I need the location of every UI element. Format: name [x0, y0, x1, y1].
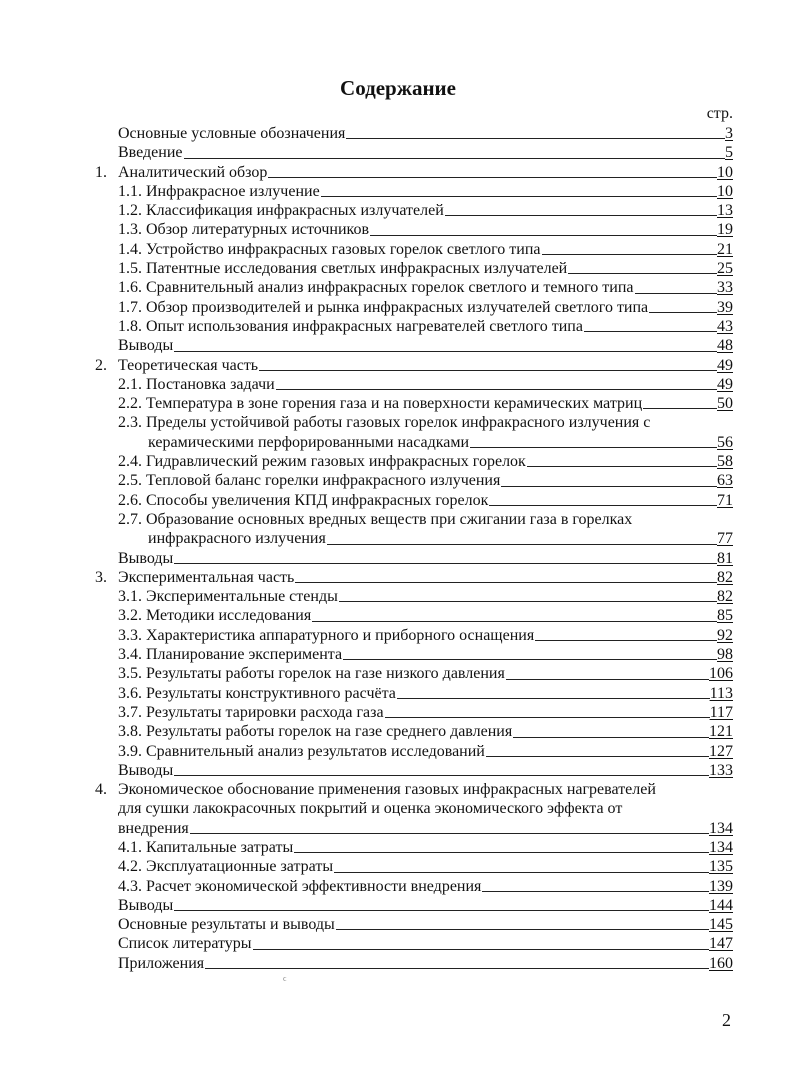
entry-page[interactable]: 49 [717, 375, 733, 393]
toc-entry[interactable] [95, 954, 733, 973]
toc-line [95, 240, 733, 259]
entry-page[interactable]: 133 [709, 761, 733, 779]
toc-entry[interactable] [95, 549, 733, 568]
entry-title: для сушки лакокрасочных покрытий и оценка экономического эффекта от [118, 800, 623, 818]
entry-title: 3.7. Результаты тарировки расхода газа [118, 703, 384, 721]
entry-title: 2.2. Температура в зоне горения газа и на поверхности керамических матриц [118, 395, 643, 413]
entry-title: Теоретическая часть [118, 356, 259, 374]
toc-line [95, 356, 733, 375]
toc-entry[interactable] [95, 510, 733, 549]
leader-line [174, 775, 709, 776]
toc-entry[interactable] [95, 163, 733, 182]
leader-line [486, 756, 709, 757]
toc-entry[interactable] [95, 143, 733, 162]
entry-page[interactable]: 10 [717, 182, 733, 200]
table-of-contents [95, 124, 733, 973]
entry-title: 4.2. Эксплуатационные затраты [118, 858, 334, 876]
entry-title: инфракрасного излучения [148, 530, 326, 548]
entry-title: Выводы [118, 549, 174, 567]
entry-page[interactable]: 139 [709, 877, 733, 895]
entry-title: 3.2. Методики исследования [118, 607, 312, 625]
section-number: 4. [95, 781, 107, 799]
leader-line [527, 466, 717, 467]
toc-line [95, 471, 733, 490]
entry-page[interactable]: 113 [709, 684, 733, 702]
toc-line [95, 664, 733, 683]
toc-entry[interactable] [95, 645, 733, 664]
toc-entry[interactable] [95, 896, 733, 915]
leader-line [184, 158, 726, 159]
section-number: 2. [95, 356, 107, 374]
leader-line [312, 621, 717, 622]
entry-page[interactable]: 50 [717, 395, 733, 413]
entry-title: 2.4. Гидравлический режим газовых инфракрасных горелок [118, 453, 526, 471]
entry-title: Выводы [118, 337, 174, 355]
entry-page[interactable]: 82 [717, 588, 733, 606]
toc-entry[interactable] [95, 356, 733, 375]
toc-line [95, 568, 733, 587]
entry-page[interactable]: 98 [717, 646, 733, 664]
entry-page[interactable]: 33 [717, 279, 733, 297]
entry-title: 1.4. Устройство инфракрасных газовых горелок светлого типа [118, 240, 541, 258]
entry-title: 2.5. Тепловой баланс горелки инфракрасного излучения [118, 472, 501, 490]
entry-title: 4.1. Капитальные затраты [118, 838, 294, 856]
toc-line [95, 394, 733, 413]
toc-entry[interactable] [95, 317, 733, 336]
entry-page[interactable]: 25 [717, 260, 733, 278]
entry-page[interactable]: 147 [709, 935, 733, 953]
toc-line [95, 317, 733, 336]
entry-title: 1.8. Опыт использования инфракрасных нагревателей светлого типа [118, 317, 583, 335]
entry-title: 4.3. Расчет экономической эффективности внедрения [118, 877, 482, 895]
entry-page[interactable]: 82 [717, 568, 733, 586]
toc-entry[interactable] [95, 201, 733, 220]
entry-page[interactable]: 77 [717, 530, 733, 548]
entry-title: 1.1. Инфракрасное излучение [118, 182, 320, 200]
leader-line [506, 679, 709, 680]
toc-line [95, 433, 733, 452]
toc-entry[interactable] [95, 934, 733, 953]
toc-line [95, 298, 733, 317]
toc-entry[interactable] [95, 838, 733, 857]
toc-entry[interactable] [95, 298, 733, 317]
leader-line [489, 505, 717, 506]
toc-line [95, 819, 733, 838]
entry-page[interactable]: 63 [717, 472, 733, 490]
leader-line [343, 659, 717, 660]
entry-title: керамическими перфорированными насадками [148, 433, 470, 451]
toc-line [95, 626, 733, 645]
entry-title: 2.7. Образование основных вредных веществ при сжигании газа в горелках [118, 510, 633, 528]
entry-page[interactable]: 39 [717, 298, 733, 316]
toc-entry[interactable] [95, 664, 733, 683]
entry-title: 2.6. Способы увеличения КПД инфракрасных горелок [118, 491, 489, 509]
entry-title: Выводы [118, 761, 174, 779]
entry-title: 3.1. Экспериментальные стенды [118, 588, 338, 606]
toc-entry[interactable] [95, 278, 733, 297]
leader-line [259, 370, 717, 371]
toc-line [95, 606, 733, 625]
entry-title: 2.1. Постановка задачи [118, 375, 275, 393]
toc-line [95, 954, 733, 973]
leader-line [174, 351, 717, 352]
toc-entry[interactable] [95, 915, 733, 934]
entry-title: 1.5. Патентные исследования светлых инфракрасных излучателей [118, 260, 568, 278]
leader-line [339, 601, 717, 602]
toc-entry[interactable] [95, 394, 733, 413]
leader-line [370, 235, 717, 236]
entry-page[interactable]: 58 [717, 453, 733, 471]
entry-title: Экспериментальная часть [118, 568, 295, 586]
toc-line [95, 915, 733, 934]
entry-page[interactable]: 106 [709, 665, 733, 683]
leader-line [385, 717, 710, 718]
page-title: Содержание [340, 76, 456, 100]
toc-entry[interactable] [95, 124, 733, 143]
entry-title: Основные условные обозначения [118, 125, 346, 142]
leader-line [190, 833, 709, 834]
leader-line [327, 544, 717, 545]
entry-page[interactable]: 134 [709, 838, 733, 856]
toc-line [95, 143, 733, 162]
toc-line [95, 761, 733, 780]
toc-line [95, 163, 733, 182]
toc-line [95, 220, 733, 239]
entry-title: 3.4. Планирование эксперимента [118, 646, 343, 664]
leader-line [513, 737, 709, 738]
toc-line [95, 491, 733, 510]
leader-line [346, 138, 725, 139]
entry-page[interactable]: 19 [717, 221, 733, 239]
entry-title: Приложения [118, 954, 205, 972]
toc-line [95, 529, 733, 548]
toc-line [95, 645, 733, 664]
entry-page[interactable]: 81 [717, 549, 733, 567]
leader-line [542, 254, 717, 255]
leader-line [482, 891, 709, 892]
entry-page[interactable]: 3 [725, 125, 733, 142]
toc-line [95, 799, 733, 818]
leader-line [295, 582, 717, 583]
leader-line [501, 486, 717, 487]
toc-entry[interactable] [95, 259, 733, 278]
entry-page[interactable]: 85 [717, 607, 733, 625]
toc-entry[interactable] [95, 703, 733, 722]
toc-entry[interactable] [95, 684, 733, 703]
toc-entry[interactable] [95, 182, 733, 201]
entry-title: 1.3. Обзор литературных источников [118, 221, 370, 239]
leader-line [568, 273, 717, 274]
toc-line [95, 780, 733, 799]
entry-title: 3.5. Результаты работы горелок на газе низкого давления [118, 665, 505, 683]
toc-entry[interactable] [95, 568, 733, 587]
toc-line [95, 182, 733, 201]
entry-page[interactable]: 144 [709, 896, 733, 914]
entry-title: Список литературы [118, 935, 252, 953]
entry-page[interactable]: 13 [717, 202, 733, 220]
entry-title: Введение [118, 144, 183, 162]
toc-line [95, 877, 733, 896]
entry-page[interactable]: 5 [725, 144, 733, 162]
toc-line [95, 934, 733, 953]
scan-mark: ϲ [283, 974, 287, 983]
entry-page[interactable]: 56 [717, 433, 733, 451]
toc-entry[interactable] [95, 375, 733, 394]
entry-title: 2.3. Пределы устойчивой работы газовых горелок инфракрасного излучения с [118, 414, 651, 432]
entry-page[interactable]: 121 [709, 723, 733, 741]
toc-entry[interactable] [95, 722, 733, 741]
leader-line [445, 215, 717, 216]
leader-line [470, 447, 717, 448]
leader-line [174, 563, 717, 564]
toc-entry[interactable] [95, 471, 733, 490]
toc-entry[interactable] [95, 877, 733, 896]
toc-entry[interactable] [95, 780, 733, 838]
leader-line [253, 949, 709, 950]
entry-page[interactable]: 21 [717, 240, 733, 258]
toc-entry[interactable] [95, 742, 733, 761]
entry-title: Экономическое обоснование применения газовых инфракрасных нагревателей [118, 781, 656, 799]
leader-line [635, 293, 717, 294]
leader-line [268, 177, 717, 178]
toc-line [95, 452, 733, 471]
entry-title: 3.6. Результаты конструктивного расчёта [118, 684, 396, 702]
leader-line [276, 389, 717, 390]
leader-line [334, 872, 709, 873]
leader-line [294, 852, 709, 853]
entry-page[interactable]: 48 [717, 337, 733, 355]
entry-title: 3.3. Характеристика аппаратурного и приборного оснащения [118, 626, 535, 644]
entry-title: 1.6. Сравнительный анализ инфракрасных горелок светлого и темного типа [118, 279, 634, 297]
entry-page[interactable]: 134 [709, 819, 733, 837]
leader-line [205, 968, 709, 969]
leader-line [174, 910, 709, 911]
toc-line [95, 549, 733, 568]
entry-title: Аналитический обзор [118, 163, 268, 181]
entry-page[interactable]: 117 [709, 703, 733, 721]
entry-title: 3.8. Результаты работы горелок на газе среднего давления [118, 723, 513, 741]
entry-page[interactable]: 49 [717, 356, 733, 374]
leader-line [584, 331, 717, 332]
toc-entry[interactable] [95, 626, 733, 645]
toc-line [95, 896, 733, 915]
entry-page[interactable]: 127 [709, 742, 733, 760]
leader-line [336, 929, 709, 930]
toc-line [95, 703, 733, 722]
entry-title: 1.2. Классификация инфракрасных излучателей [118, 202, 444, 220]
leader-line [649, 312, 717, 313]
toc-line [95, 336, 733, 355]
toc-line [95, 857, 733, 876]
toc-line [95, 587, 733, 606]
toc-entry[interactable] [95, 413, 733, 452]
entry-page[interactable]: 43 [717, 317, 733, 335]
entry-title: Основные результаты и выводы [118, 916, 335, 934]
toc-line [95, 124, 733, 143]
entry-page[interactable]: 135 [709, 858, 733, 876]
leader-line [535, 640, 717, 641]
toc-entry[interactable] [95, 761, 733, 780]
entry-title: 3.9. Сравнительный анализ результатов исследований [118, 742, 485, 760]
toc-entry[interactable] [95, 857, 733, 876]
toc-line [95, 838, 733, 857]
toc-line [95, 684, 733, 703]
entry-title: Выводы [118, 896, 174, 914]
toc-line [95, 722, 733, 741]
toc-entry[interactable] [95, 240, 733, 259]
entry-page[interactable]: 71 [717, 491, 733, 509]
toc-entry[interactable] [95, 220, 733, 239]
toc-entry[interactable] [95, 587, 733, 606]
entry-page[interactable]: 10 [717, 163, 733, 181]
leader-line [321, 196, 717, 197]
toc-line [95, 413, 733, 432]
toc-line [95, 375, 733, 394]
leader-line [643, 408, 717, 409]
toc-line [95, 510, 733, 529]
toc-entry[interactable] [95, 491, 733, 510]
page-column-header: стр. [706, 105, 733, 122]
toc-line [95, 259, 733, 278]
entry-title: внедрения [118, 819, 189, 837]
toc-line [95, 742, 733, 761]
toc-entry[interactable] [95, 336, 733, 355]
entry-page[interactable]: 92 [717, 626, 733, 644]
leader-line [397, 698, 710, 699]
section-number: 1. [95, 163, 107, 181]
section-number: 3. [95, 568, 107, 586]
entry-page[interactable]: 145 [709, 916, 733, 934]
entry-title: 1.7. Обзор производителей и рынка инфракрасных излучателей светлого типа [118, 298, 649, 316]
toc-line [95, 201, 733, 220]
toc-entry[interactable] [95, 452, 733, 471]
entry-page[interactable]: 160 [709, 954, 733, 972]
toc-line [95, 278, 733, 297]
page-number: 2 [722, 1010, 731, 1030]
toc-entry[interactable] [95, 606, 733, 625]
